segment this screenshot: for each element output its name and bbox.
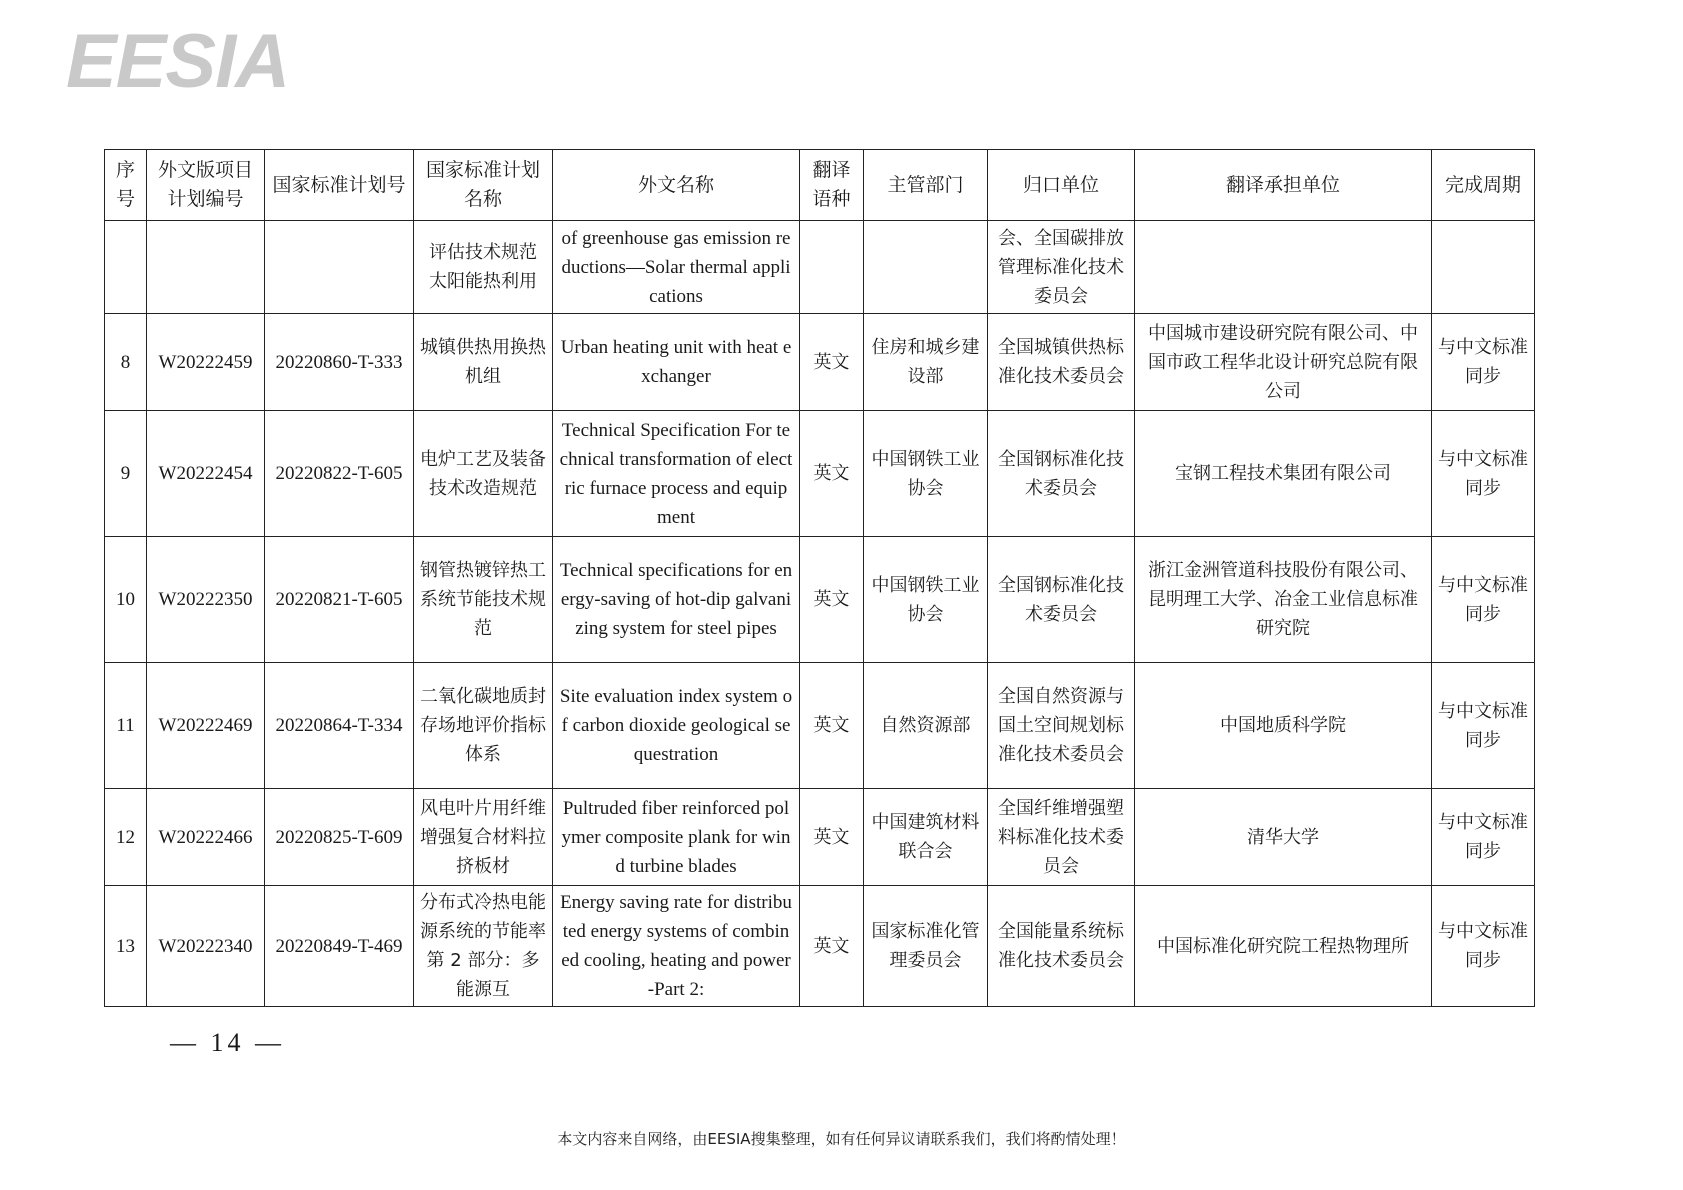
- table-header-row: [105, 150, 1535, 221]
- cell-seq: 13: [105, 886, 147, 1007]
- cell-dept: 中国建筑材料联合会: [864, 789, 988, 886]
- table-row: [105, 789, 1535, 886]
- cell-dept: 住房和城乡建设部: [864, 314, 988, 411]
- table-row: [105, 221, 1535, 314]
- cell-foreign-plan-no: W20222350: [147, 537, 265, 663]
- cell-national-plan-no: 20220860-T-333: [265, 314, 414, 411]
- cell-seq: 11: [105, 663, 147, 789]
- header-dept: 主管部门: [864, 150, 988, 221]
- cell-foreign-name: of greenhouse gas emission reductions—Solar thermal applications: [553, 221, 800, 314]
- header-seq: 序号: [105, 150, 147, 221]
- cell-period: 与中文标准同步: [1432, 411, 1535, 537]
- cell-national-plan-no: 20220825-T-609: [265, 789, 414, 886]
- cell-committee: 全国纤维增强塑料标准化技术委员会: [988, 789, 1135, 886]
- cell-national-plan-no: [265, 221, 414, 314]
- cell-translator: 中国标准化研究院工程热物理所: [1135, 886, 1432, 1007]
- cell-foreign-plan-no: [147, 221, 265, 314]
- cell-period: 与中文标准同步: [1432, 886, 1535, 1007]
- table-row: [105, 663, 1535, 789]
- cell-language: [800, 221, 864, 314]
- cell-dept: [864, 221, 988, 314]
- cell-dept: 国家标准化管理委员会: [864, 886, 988, 1007]
- cell-language: 英文: [800, 789, 864, 886]
- cell-committee: 全国能量系统标准化技术委员会: [988, 886, 1135, 1007]
- cell-national-name: 二氧化碳地质封存场地评价指标体系: [414, 663, 553, 789]
- cell-dept: 自然资源部: [864, 663, 988, 789]
- cell-foreign-name: Pultruded fiber reinforced polymer composite plank for wind turbine blades: [553, 789, 800, 886]
- cell-language: 英文: [800, 411, 864, 537]
- cell-foreign-plan-no: W20222469: [147, 663, 265, 789]
- cell-foreign-plan-no: W20222459: [147, 314, 265, 411]
- cell-national-name: 风电叶片用纤维增强复合材料拉挤板材: [414, 789, 553, 886]
- cell-language: 英文: [800, 314, 864, 411]
- cell-translator: 宝钢工程技术集团有限公司: [1135, 411, 1432, 537]
- cell-committee: 全国城镇供热标准化技术委员会: [988, 314, 1135, 411]
- cell-translator: 清华大学: [1135, 789, 1432, 886]
- page-number: — 14 —: [170, 1028, 285, 1057]
- cell-seq: 12: [105, 789, 147, 886]
- cell-foreign-plan-no: W20222466: [147, 789, 265, 886]
- footer-notice: 本文内容来自网络，由EESIA搜集整理，如有任何异议请联系我们，我们将酌情处理！: [557, 1130, 1126, 1148]
- cell-dept: 中国钢铁工业协会: [864, 537, 988, 663]
- cell-foreign-name: Energy saving rate for distributed energy systems of combined cooling, heating and power-Part 2:: [553, 886, 800, 1007]
- cell-national-name: 电炉工艺及装备技术改造规范: [414, 411, 553, 537]
- table-row: [105, 314, 1535, 411]
- cell-seq: 9: [105, 411, 147, 537]
- cell-translator: [1135, 221, 1432, 314]
- cell-language: 英文: [800, 886, 864, 1007]
- cell-committee: 全国钢标准化技术委员会: [988, 411, 1135, 537]
- cell-period: 与中文标准同步: [1432, 314, 1535, 411]
- cell-national-name: 分布式冷热电能源系统的节能率 第 2 部分：多能源互: [414, 886, 553, 1007]
- cell-language: 英文: [800, 663, 864, 789]
- cell-seq: 10: [105, 537, 147, 663]
- header-foreign-name: 外文名称: [553, 150, 800, 221]
- cell-translator: 浙江金洲管道科技股份有限公司、昆明理工大学、冶金工业信息标准研究院: [1135, 537, 1432, 663]
- cell-foreign-name: Urban heating unit with heat exchanger: [553, 314, 800, 411]
- cell-national-name: 城镇供热用换热机组: [414, 314, 553, 411]
- cell-committee: 会、全国碳排放管理标准化技术委员会: [988, 221, 1135, 314]
- cell-national-plan-no: 20220822-T-605: [265, 411, 414, 537]
- cell-dept: 中国钢铁工业协会: [864, 411, 988, 537]
- cell-national-name: 钢管热镀锌热工系统节能技术规范: [414, 537, 553, 663]
- cell-period: 与中文标准同步: [1432, 663, 1535, 789]
- table-row: [105, 886, 1535, 1007]
- header-period: 完成周期: [1432, 150, 1535, 221]
- table-row: [105, 411, 1535, 537]
- header-foreign-plan-no: 外文版项目计划编号: [147, 150, 265, 221]
- cell-national-plan-no: 20220864-T-334: [265, 663, 414, 789]
- table-row: [105, 537, 1535, 663]
- cell-translator: 中国地质科学院: [1135, 663, 1432, 789]
- cell-national-plan-no: 20220849-T-469: [265, 886, 414, 1007]
- header-national-name: 国家标准计划名称: [414, 150, 553, 221]
- cell-period: [1432, 221, 1535, 314]
- eesia-logo: EESIA: [66, 19, 290, 104]
- cell-translator: 中国城市建设研究院有限公司、中国市政工程华北设计研究总院有限公司: [1135, 314, 1432, 411]
- cell-foreign-plan-no: W20222454: [147, 411, 265, 537]
- cell-foreign-name: Technical specifications for energy-saving of hot-dip galvanizing system for steel pipes: [553, 537, 800, 663]
- cell-seq: [105, 221, 147, 314]
- cell-language: 英文: [800, 537, 864, 663]
- cell-national-name: 评估技术规范 太阳能热利用: [414, 221, 553, 314]
- cell-national-plan-no: 20220821-T-605: [265, 537, 414, 663]
- cell-foreign-plan-no: W20222340: [147, 886, 265, 1007]
- cell-period: 与中文标准同步: [1432, 537, 1535, 663]
- header-language: 翻译语种: [800, 150, 864, 221]
- cell-committee: 全国钢标准化技术委员会: [988, 537, 1135, 663]
- cell-foreign-name: Technical Specification For technical transformation of electric furnace process and equipment: [553, 411, 800, 537]
- cell-foreign-name: Site evaluation index system of carbon dioxide geological sequestration: [553, 663, 800, 789]
- header-translator: 翻译承担单位: [1135, 150, 1432, 221]
- cell-seq: 8: [105, 314, 147, 411]
- cell-committee: 全国自然资源与国土空间规划标准化技术委员会: [988, 663, 1135, 789]
- cell-period: 与中文标准同步: [1432, 789, 1535, 886]
- header-national-plan-no: 国家标准计划号: [265, 150, 414, 221]
- header-committee: 归口单位: [988, 150, 1135, 221]
- standards-table: [104, 149, 1535, 1007]
